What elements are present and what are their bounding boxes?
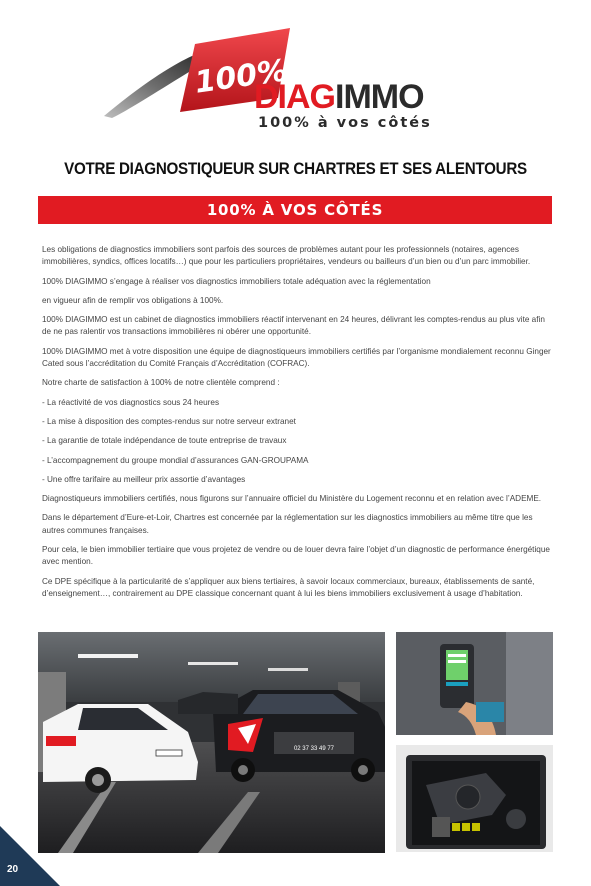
page-heading: VOTRE DIAGNOSTIQUEUR SUR CHARTRES ET SES ALENTOURS <box>64 160 527 178</box>
list-item: - La garantie de totale indépendance de toute entreprise de travaux <box>42 436 287 446</box>
paragraph: Les obligations de diagnostics immobiliers sont parfois des sources de problèmes autant pour les professionnels (notaires, agences immobilières, syndics, offices locatifs…) que pour les particuliers propriétaires, vendeurs ou bailleurs d’un bien ou d’un parc immobilier. <box>42 245 531 267</box>
paragraph: Diagnostiqueurs immobiliers certifiés, nous figurons sur l’annuaire officiel du Ministère du Logement reconnu et en relation avec l’ADEME. <box>42 494 542 504</box>
page-corner-triangle <box>0 826 60 886</box>
logo-brand-immo: IMMO <box>335 78 424 116</box>
list-item: - La réactivité de vos diagnostics sous 24 heures <box>42 397 220 407</box>
diagnostic-device-photo <box>396 632 553 735</box>
page-number: 20 <box>7 864 19 875</box>
paragraph: Pour cela, le bien immobilier tertiaire que vous projetez de vendre ou de louer devra faire l’objet d’un diagnostic de performance énergétique avec mention. <box>42 545 550 567</box>
paragraph: 100% DIAGIMMO met à votre disposition une équipe de diagnostiqueurs immobiliers certifiés par l’organisme mondialement reconnu Ginger Cated sous l’accréditation du Comité Français d’Accréditation (COFRAC). <box>42 346 551 369</box>
car-phone-text: 02 37 33 49 77 <box>293 746 335 752</box>
paragraph: 100% DIAGIMMO est un cabinet de diagnostics immobiliers réactif intervenant en 24 heures, délivrant les comptes-rendus au plus vite afin de ne pas ralentir vos transactions immobilières ni obérer une opportunité. <box>42 315 545 337</box>
paragraph: Ce DPE spécifique à la particularité de s’appliquer aux biens tertiaires, à savoir locaux commerciaux, bureaux, établissements de santé, d’enseignement…, contrairement au DPE classique concernant quant à lui les biens immobiliers exclusivement à usage d’habitation. <box>42 576 535 598</box>
diagimmo-logo <box>100 26 500 146</box>
equipment-case-photo <box>396 745 553 852</box>
logo-badge: 100% <box>192 53 290 101</box>
list-item: - L’accompagnement du groupe mondial d’assurances GAN-GROUPAMA <box>42 455 309 465</box>
body-text <box>42 244 552 607</box>
logo-brand-diag: DIAG <box>254 78 335 116</box>
list-item: - La mise à disposition des comptes-rendus sur notre serveur extranet <box>42 416 296 426</box>
banner-label: 100% À VOS CÔTÉS <box>206 201 384 219</box>
svg-text:DIAGIMMO <box>254 78 424 116</box>
logo-slogan: 100% à vos côtés <box>258 115 432 131</box>
paragraph: Dans le département d’Eure-et-Loir, Chartres est concernée par la réglementation sur les diagnostics immobiliers au même titre que les autres communes françaises. <box>42 513 533 535</box>
list-item: - Une offre tarifaire au meilleur prix assortie d’avantages <box>42 474 246 484</box>
section-banner <box>38 196 552 224</box>
paragraph: 100% DIAGIMMO s’engage à réaliser vos diagnostics immobiliers totale adéquation avec la réglementation <box>42 276 431 286</box>
paragraph: en vigueur afin de remplir vos obligations à 100%. <box>42 295 224 305</box>
parking-cars-photo <box>38 632 385 853</box>
paragraph: Notre charte de satisfaction à 100% de notre clientèle comprend : <box>42 378 280 388</box>
